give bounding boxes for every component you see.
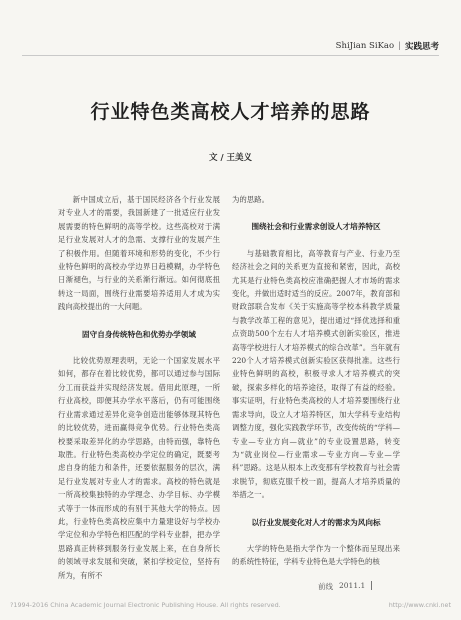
journal-name: ShiJian SiKao (335, 41, 395, 51)
right-column (232, 193, 400, 569)
body-paragraph: 大学的特色是指大学作为一个整体而呈现出来的系统性特征，学科专业特色是大学特色的核 (232, 543, 400, 567)
running-header (336, 40, 439, 52)
body-paragraph: 与基础教育相比，高等教育与产业、行业乃至经济社会之间的关系更为直接和紧密，因此，高校尤其是行业特色类高校应准确把握人才市场的需求变化，并做出适时适当的反应。2007年，教育部和财政部联合发布《关于实施高等学校本科教学质量与教学改革工程的意见》，提出通过“择优选择和重点资助500个左右人才培养模式创新实验区，推进高等学校进行人才培养模式的综合改革”。当年就有220个人才培养模式创新实验区获得批准。这些行业特色鲜明的高校，积极寻求人才培养模式的突破，探索多样化的培养途径，取得了有益的经验。事实证明，行业特色类高校的人才培养要围绕行业需求导向，设立人才培养特区，加大学科专业结构调整力度，强化实践教学环节，改变传统的“学科—专业—专业方向—就业”的专业设置思路，转变为“就业岗位—行业需求—专业方向—专业—学科”思路。这是从根本上改变那有学校教育与社会需求脱节，彻底克服千校一面，提高人才培养质量的举措之一。 (232, 248, 400, 500)
footer-issue: 2011.1 (339, 581, 366, 590)
article-author: 文 / 王美义 (208, 153, 253, 163)
header-rule (22, 55, 439, 56)
footer-divider (371, 581, 372, 590)
section-heading: 围绕社会和行业需求创设人才培养特区 (251, 222, 381, 232)
left-column (58, 193, 220, 582)
source-url: http://www.cnki.net (388, 601, 451, 609)
header-separator: | (398, 41, 401, 51)
section-heading: 固守自身传统特色和优势办学领域 (82, 329, 196, 339)
copyright-text: ?1994-2016 China Academic Journal Electronic Publishing House. All rights reserved. (10, 601, 281, 609)
body-paragraph: 比较优势原理表明，无论一个国家发展水平如何，都存在着比较优势，都可以通过参与国际分工而获益并实现经济发展。借用此原理，一所行业高校，即便其办学水平落后，仍有可能围绕行业需求通过差异化竞争创造出能够体现其特色的比较优势，进而赢得竞争优势。行业特色类高校要采取差异化的办学思路，由特而强，靠特色取胜。行业特色类高校办学定位的确定，既要考虑自身的能力和条件，还要依据服务的层次，满足行业发展对专业人才的需求。高校的特色就是一所高校集独特的办学理念、办学目标、办学模式等于一体而形成的有别于其他大学的特点。因此，行业特色类高校应集中力量建设好与学校办学定位和办学特色相匹配的学科专业群，把办学思路真正转移到服务行业发展上来，在自身所长的领域寻求发展和突破，紧扣学校定位，坚持有所为，有所不 (58, 356, 220, 580)
page-footer (318, 581, 372, 592)
section-heading: 以行业发展变化对人才的需求为风向标 (251, 517, 381, 527)
footer-journal: 前线 (318, 582, 333, 591)
continued-text: 为的思路。 (232, 195, 269, 204)
section-name: 实践思考 (404, 42, 439, 52)
article-title: 行业特色类高校人才培养的思路 (90, 101, 371, 123)
copyright-line (10, 601, 451, 609)
intro-paragraph: 新中国成立后，基于国民经济各个行业发展对专业人才的需要，我国新建了一批适应行业发展需要的特色鲜明的高等学校。这些高校对于满足行业发展对人才的急需、支撑行业的发展产生了积极作用。但随着环境和形势的变化，不少行业特色鲜明的高校办学边界日趋模糊，办学特色日渐褪色，与行业的关系渐行渐远。如何彻底扭转这一局面，围绕行业需要培养适用人才成为实践向高校提出的一大问题。 (58, 195, 220, 312)
